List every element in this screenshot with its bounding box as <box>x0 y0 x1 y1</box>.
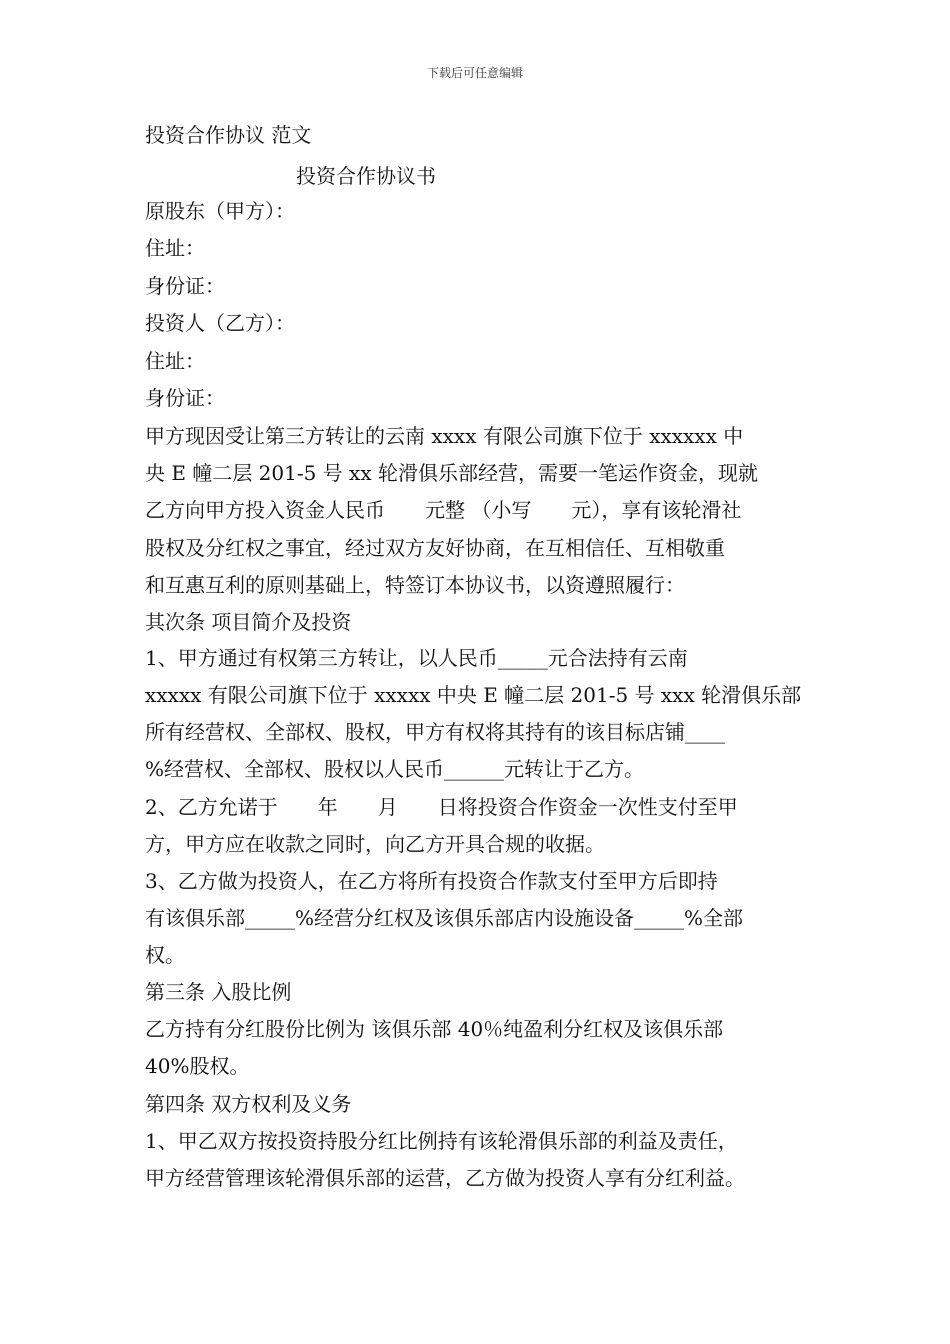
text-line: 3、乙方做为投资人，在乙方将所有投资合作款支付至甲方后即持 <box>145 869 718 893</box>
text-line: 乙方持有分红股份比例为 该俱乐部 40％纯盈利分红权及该俱乐部 <box>145 1017 724 1041</box>
text-line: 所有经营权、全部权、股权，甲方有权将其持有的该目标店铺____ <box>145 720 725 744</box>
text-line: 乙方向甲方投入资金人民币 元整 （小写 元），享有该轮滑社 <box>145 498 742 522</box>
text-line: 40%股权。 <box>145 1054 250 1078</box>
text-line: 住址： <box>145 236 205 260</box>
text-line: 其次条 项目简介及投资 <box>145 610 352 634</box>
text-line: 和互惠互利的原则基础上，特签订本协议书，以资遵照履行： <box>145 573 685 597</box>
text-line: 1、甲方通过有权第三方转让，以人民币_____元合法持有云南 <box>145 646 688 670</box>
text-line: 央 E 幢二层 201-5 号 xx 轮滑俱乐部经营，需要一笔运作资金，现就 <box>145 461 758 485</box>
document-heading: 投资合作协议 范文 <box>145 123 312 147</box>
text-line: 2、乙方允诺于 年 月 日将投资合作资金一次性支付至甲 <box>145 795 738 819</box>
text-line: 住址： <box>145 349 205 373</box>
text-line: 第四条 双方权利及义务 <box>145 1092 352 1116</box>
text-line: 身份证： <box>145 386 225 410</box>
text-line: 身份证： <box>145 274 225 298</box>
text-line: 原股东（甲方）： <box>145 199 295 223</box>
text-line: 甲方经营管理该轮滑俱乐部的运营，乙方做为投资人享有分红利益。 <box>145 1166 745 1190</box>
text-line: 第三条 入股比例 <box>145 980 292 1004</box>
page-header: 下载后可任意编辑 <box>426 66 523 80</box>
agreement-title: 投资合作协议书 <box>296 164 436 188</box>
text-line: 股权及分红权之事宜，经过双方友好协商，在互相信任、互相敬重 <box>145 536 725 560</box>
text-line: %经营权、全部权、股权以人民币______元转让于乙方。 <box>145 757 645 781</box>
text-line: 1、甲乙双方按投资持股分红比例持有该轮滑俱乐部的利益及责任， <box>145 1129 738 1153</box>
text-line: 有该俱乐部_____%经营分红权及该俱乐部店内设施设备_____%全部 <box>145 906 744 930</box>
text-line: 投资人（乙方）： <box>145 311 295 335</box>
text-line: 方，甲方应在收款之同时，向乙方开具合规的收据。 <box>145 832 605 856</box>
text-line: 权。 <box>145 943 185 967</box>
text-line: xxxxx 有限公司旗下位于 xxxxx 中央 E 幢二层 201-5 号 xxx 轮滑俱乐部 <box>145 683 802 707</box>
text-line: 甲方现因受让第三方转让的云南 xxxx 有限公司旗下位于 xxxxxx 中 <box>145 424 744 448</box>
